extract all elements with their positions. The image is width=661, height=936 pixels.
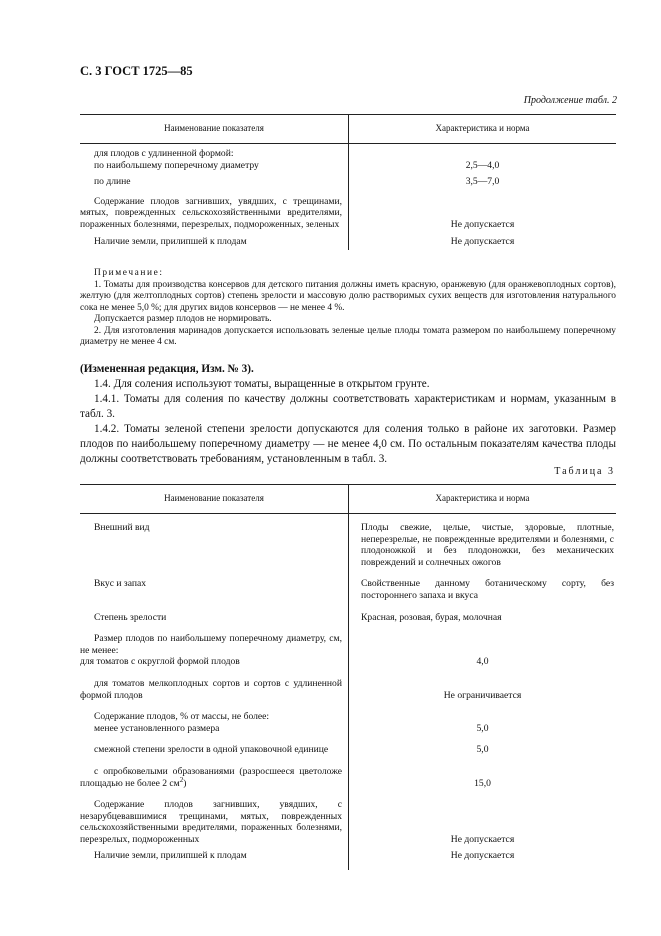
row-label: смежной степени зрелости в одной упаковочной единице: [80, 734, 349, 756]
table-caption: Таблица 3: [554, 466, 615, 477]
row-value: Не допускается: [450, 235, 515, 247]
row-value: Не допускается: [450, 833, 515, 845]
row-label: Степень зрелости: [80, 602, 349, 624]
table-note: [80, 268, 616, 349]
table-row: [80, 756, 616, 789]
row-label: Внешний вид: [80, 514, 349, 569]
table-row: [80, 723, 616, 735]
column-header-norm: Характеристика и норма: [349, 115, 617, 144]
table-row: [80, 668, 616, 701]
body-text: [80, 362, 616, 467]
row-value: Свойственные данному ботаническому сорту, без постороннего запаха и вкуса: [361, 578, 614, 601]
cork-text-end: ): [183, 777, 187, 789]
row-value: Не допускается: [450, 850, 515, 862]
row-label: для томатов мелкоплодных сортов и сортов с удлиненной формой плодов: [80, 668, 349, 701]
table-row: [80, 789, 616, 845]
row-label: для томатов с округлой формой плодов: [80, 656, 349, 668]
row-value: Красная, розовая, бурая, молочная: [361, 611, 502, 623]
page-header: С. 3 ГОСТ 1725—85: [80, 64, 193, 78]
row-value: Не ограничивается: [443, 689, 522, 701]
table-row: [80, 514, 616, 569]
table-row: [80, 701, 616, 723]
row-label: Содержание плодов загнивших, увядших, с незарубцевавшимися трещинами, мятых, поврежденных сельскохозяйственными вредителями, пораженных болезнями, перезрелых, подмороженных: [80, 789, 349, 845]
column-header-indicator: Наименование показателя: [80, 485, 349, 514]
row-value: 5,0: [476, 744, 489, 756]
table-2: [80, 114, 616, 250]
row-label: Вкус и запах: [80, 568, 349, 601]
row-label: [80, 756, 349, 789]
cork-superscript: 2: [179, 775, 184, 784]
table-row: [80, 144, 616, 160]
note-item: 2. Для изготовления маринадов допускается использовать зеленые целые плоды томата размером по наибольшему поперечному диаметру не менее 4 см.: [80, 325, 616, 347]
column-header-norm: Характеристика и норма: [349, 485, 617, 514]
row-label: для плодов с удлиненной формой:: [80, 144, 349, 160]
row-label: по длине: [80, 171, 349, 188]
row-label: Содержание плодов загнивших, увядших, с трещинами, мятых, поврежденных сельскохозяйственными вредителями, пораженных болезнями, перезрелых, подмороженных, зеленых: [80, 188, 349, 231]
row-value: [349, 144, 617, 160]
table-continuation-label: Продолжение табл. 2: [523, 95, 617, 106]
row-value-empty: [349, 701, 617, 723]
note-item: 1. Томаты для производства консервов для детского питания должны иметь красную, оранжевую (для оранжевоплодных сортов), желтую (для желтоплодных сортов) степень зрелости и массовую долю растворимых сухих веществ для изготовления натурального сока не менее 5,0 %; для других видов консервов — не менее 4 %.: [80, 279, 616, 313]
edition-note: (Измененная редакция, Изм. № 3).: [80, 363, 254, 375]
column-header-indicator: Наименование показателя: [80, 115, 349, 144]
cork-text: с опробковелыми образованиями (разросшееся цветоложе площадью не более 2 см: [80, 765, 342, 789]
table-row: [80, 188, 616, 231]
row-label: Наличие земли, прилипшей к плодам: [80, 231, 349, 251]
note-item: Допускается размер плодов не нормировать.: [94, 314, 272, 324]
table-row: [80, 845, 616, 870]
note-title: Примечание:: [94, 268, 164, 278]
row-value: 4,0: [476, 656, 489, 668]
row-label: по наибольшему поперечному диаметру: [80, 160, 349, 172]
row-value: 2,5—4,0: [465, 159, 500, 171]
table-header-row: [80, 115, 616, 144]
table-row: [80, 656, 616, 668]
table-row: [80, 568, 616, 601]
paragraph: 1.4. Для соления используют томаты, выращенные в открытом грунте.: [94, 378, 430, 390]
table-row: [80, 734, 616, 756]
row-label: менее установленного размера: [80, 723, 349, 735]
paragraph: 1.4.1. Томаты для соления по качеству должны соответствовать характеристикам и нормам, указанным в табл. 3.: [80, 393, 616, 420]
table-row: [80, 160, 616, 172]
table-header-row: [80, 485, 616, 514]
row-value: Не допускается: [450, 218, 515, 230]
row-value: 3,5—7,0: [465, 176, 500, 188]
table-row: [80, 171, 616, 188]
row-value: 5,0: [476, 722, 489, 734]
table-row: [80, 623, 616, 656]
row-value: Плоды свежие, целые, чистые, здоровые, плотные, неперезрелые, не поврежденные вредителями и болезнями, с плодоножкой и без плодоножки, без механических повреждений и солнечных ожогов: [361, 522, 614, 568]
table-row: [80, 231, 616, 251]
row-label: Содержание плодов, % от массы, не более:: [80, 701, 349, 723]
row-label: Размер плодов по наибольшему поперечному диаметру, см, не менее:: [80, 623, 349, 656]
table-row: [80, 602, 616, 624]
row-label: Наличие земли, прилипшей к плодам: [80, 845, 349, 870]
paragraph: 1.4.2. Томаты зеленой степени зрелости допускаются для соления только в районе их заготовки. Размер плодов по наибольшему поперечному диаметру — не менее 4,0 см. По остальным показателям качества плоды должны соответствовать требованиям, установленным в табл. 3.: [80, 423, 616, 465]
row-value-empty: [349, 623, 617, 656]
row-value: 15,0: [474, 777, 491, 789]
table-3: [80, 484, 616, 870]
